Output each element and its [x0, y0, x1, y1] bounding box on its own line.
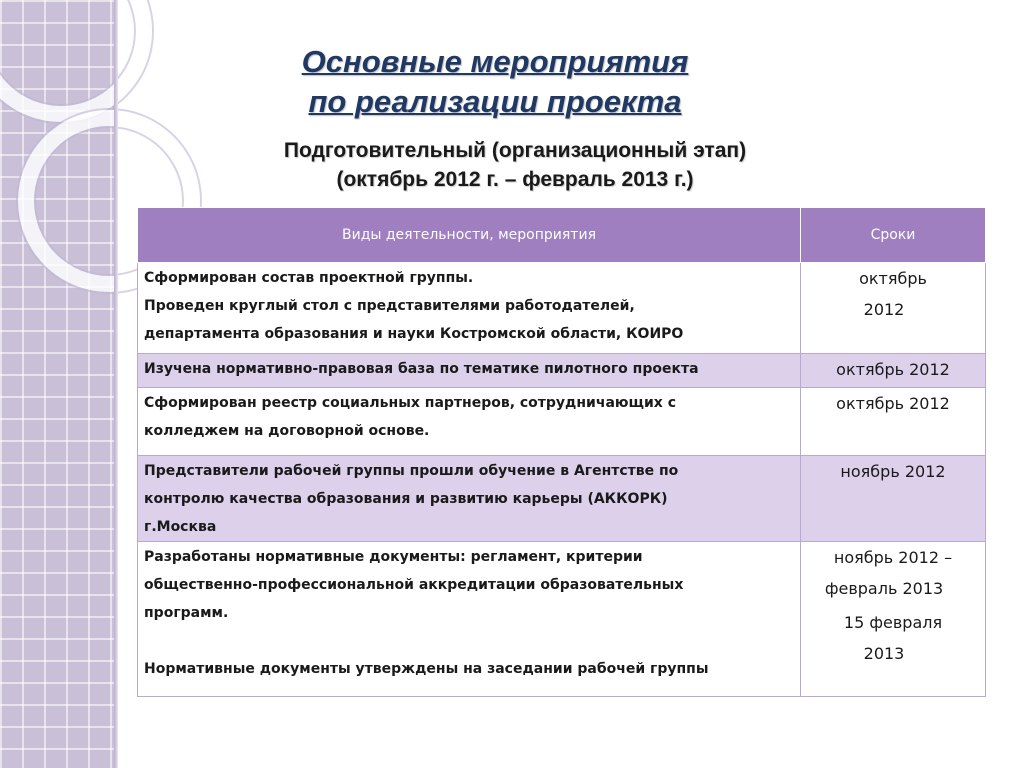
date-text: октябрь 2012: [836, 360, 950, 379]
date-text: октябрь 2012: [836, 394, 950, 413]
activity-text: Нормативные документы утверждены на заседании рабочей группы: [144, 661, 709, 677]
activity-text: Сформирован реестр социальных партнеров, сотрудничающих с: [144, 395, 677, 411]
slide-title-line-2: по реализации проекта: [308, 84, 682, 119]
activity-cell: [138, 388, 801, 456]
date-cell: [801, 263, 986, 354]
table-row: [138, 354, 986, 388]
decorative-ring: [0, 0, 152, 122]
activity-text: Сформирован состав проектной группы.: [144, 270, 474, 286]
activity-text: Проведен круглый стол с представителями работодателей,: [144, 298, 635, 314]
table-row: [138, 263, 986, 354]
table-row: [138, 388, 986, 456]
activity-text: г.Москва: [144, 519, 217, 535]
activity-cell: [138, 263, 801, 354]
date-cell: [801, 542, 986, 697]
date-text: 15 февраля: [843, 613, 943, 632]
stage-subtitle-line-1: Подготовительный (организационный этап): [283, 139, 747, 162]
stage-subtitle-line-2: (октябрь 2012 г. – февраль 2013 г.): [336, 168, 694, 191]
activities-table: [137, 207, 986, 697]
date-cell: [801, 388, 986, 456]
table-row: [138, 542, 986, 697]
date-text: 2012: [863, 300, 905, 319]
table-header-row: [138, 208, 986, 263]
date-cell: [801, 456, 986, 542]
activity-text: контролю качества образования и развитию карьеры (АККОРК): [144, 491, 668, 507]
date-cell: [801, 354, 986, 388]
date-text: 2013: [863, 644, 905, 663]
activity-text: департамента образования и науки Костромской области, КОИРО: [144, 326, 684, 342]
header-dates: Сроки: [801, 208, 986, 263]
activity-text: Представители рабочей группы прошли обучение в Агентстве по: [144, 463, 679, 479]
date-text: октябрь: [859, 269, 927, 288]
activity-text: Изучена нормативно-правовая база по тематике пилотного проекта: [144, 361, 699, 377]
date-text: ноябрь 2012: [840, 462, 946, 481]
header-activities: Виды деятельности, мероприятия: [138, 208, 801, 263]
activity-text: Разработаны нормативные документы: регламент, критерии: [144, 549, 643, 565]
date-text: ноябрь 2012 –: [833, 548, 953, 567]
activity-cell: [138, 456, 801, 542]
activity-text: колледжем на договорной основе.: [144, 423, 430, 439]
activity-cell: [138, 542, 801, 697]
decorative-strip-edge: [114, 0, 118, 768]
date-text: февраль 2013: [824, 579, 944, 598]
table-row: [138, 456, 986, 542]
slide-title-line-1: Основные мероприятия: [301, 44, 689, 79]
decorative-grid-strip: [0, 0, 114, 768]
activity-text: программ.: [144, 605, 229, 621]
activity-cell: [138, 354, 801, 388]
activity-text: общественно-профессиональной аккредитации образовательных: [144, 577, 684, 593]
